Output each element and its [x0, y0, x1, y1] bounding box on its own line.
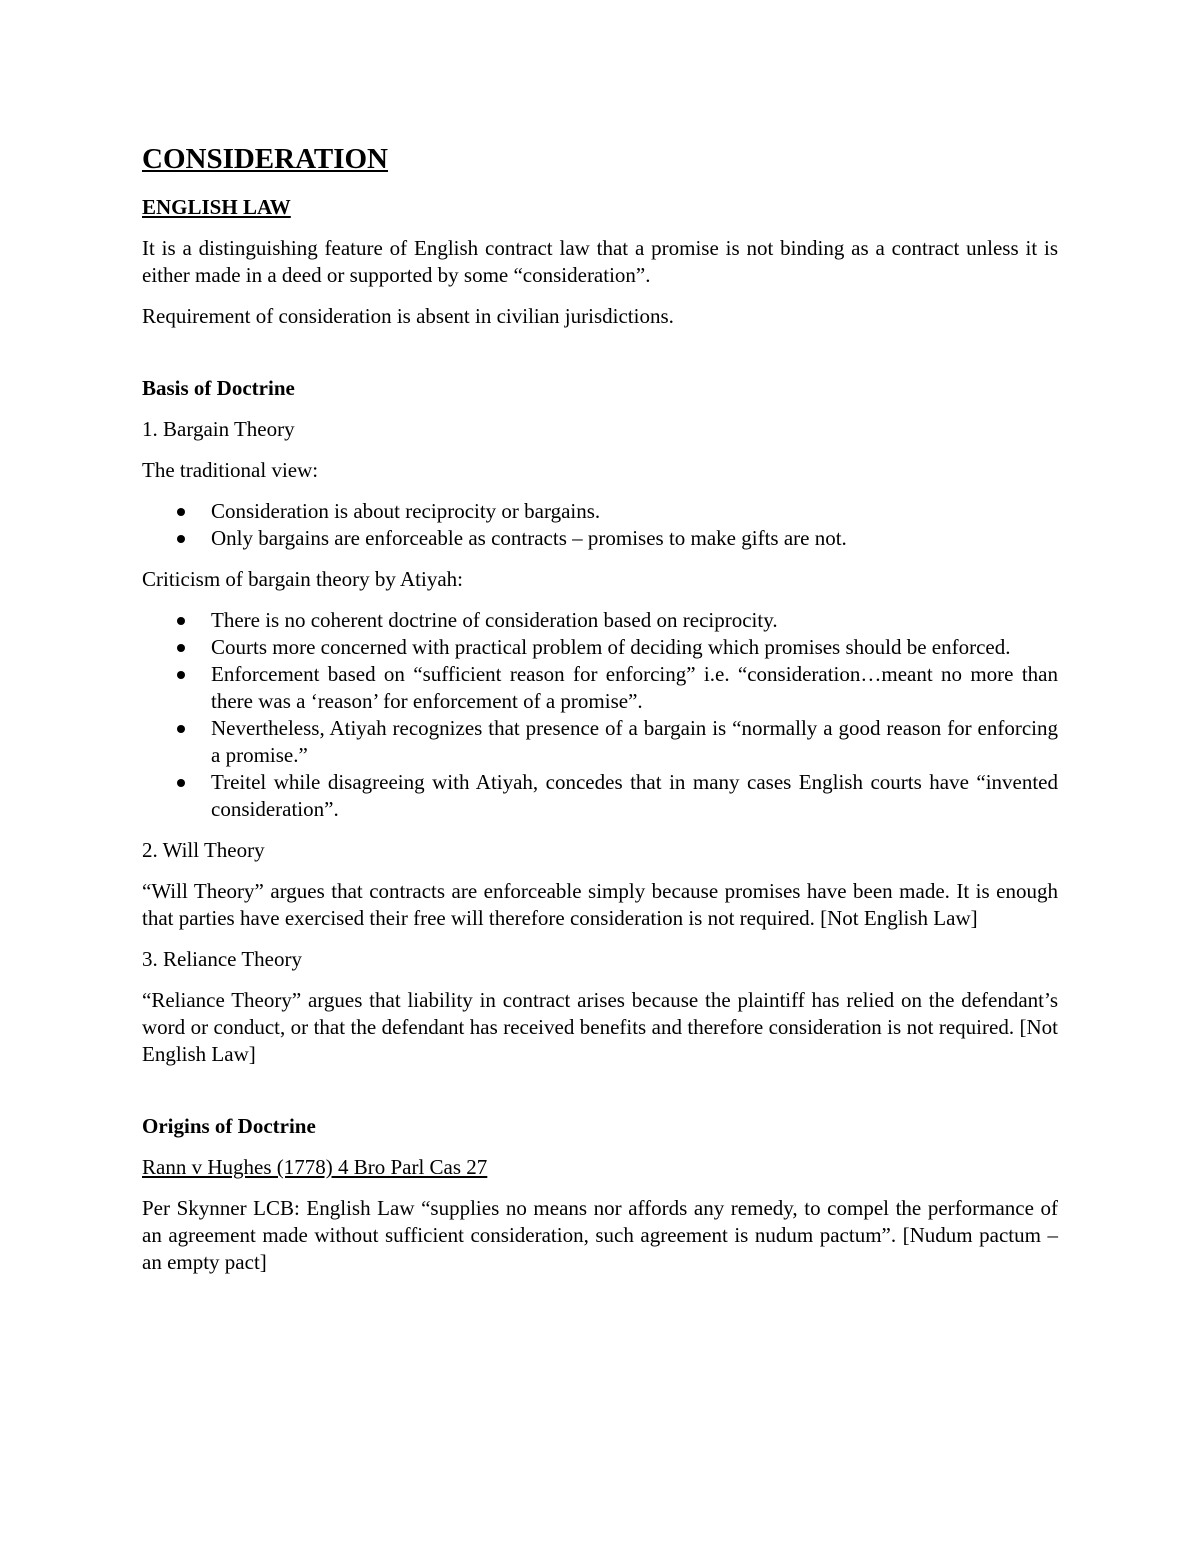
list-item-text: There is no coherent doctrine of consideration based on reciprocity. — [211, 608, 778, 632]
section-subheading-english-law: ENGLISH LAW — [142, 195, 291, 219]
document-title: CONSIDERATION — [142, 143, 389, 175]
bullet-icon — [177, 508, 185, 516]
list-item — [142, 525, 1058, 552]
list-item-text: Enforcement based on “sufficient reason for enforcing” i.e. “consideration…meant no more than there was a ‘reason’ for enforcement of a promise”. — [211, 662, 1058, 713]
bargain-theory-label: 1. Bargain Theory — [142, 417, 295, 441]
basis-of-doctrine-heading: Basis of Doctrine — [142, 376, 295, 400]
list-item-text: Consideration is about reciprocity or bargains. — [211, 499, 601, 523]
civilian-jurisdictions-paragraph: Requirement of consideration is absent in civilian jurisdictions. — [142, 304, 674, 328]
list-item-text: Only bargains are enforceable as contracts – promises to make gifts are not. — [211, 526, 847, 550]
list-item — [142, 715, 1058, 769]
document-page — [142, 140, 1058, 1290]
bullet-icon — [177, 617, 185, 625]
list-item — [142, 769, 1058, 823]
list-item-text: Nevertheless, Atiyah recognizes that presence of a bargain is “normally a good reason for enforcing a promise.” — [211, 716, 1058, 767]
reliance-theory-label: 3. Reliance Theory — [142, 947, 302, 971]
list-item-text: Courts more concerned with practical problem of deciding which promises should be enforced. — [211, 635, 1011, 659]
list-item-text: Treitel while disagreeing with Atiyah, concedes that in many cases English courts have “invented consideration”. — [211, 770, 1058, 821]
bullet-icon — [177, 779, 185, 787]
will-theory-label: 2. Will Theory — [142, 838, 265, 862]
origins-paragraph: Per Skynner LCB: English Law “supplies no means nor affords any remedy, to compel the performance of an agreement made without sufficient consideration, such agreement is nudum pactum”. [Nudum pactum – an empty pact] — [142, 1196, 1058, 1274]
list-item — [142, 634, 1058, 661]
list-item — [142, 661, 1058, 715]
case-citation: Rann v Hughes (1778) 4 Bro Parl Cas 27 — [142, 1155, 488, 1179]
intro-paragraph: It is a distinguishing feature of English contract law that a promise is not binding as a contract unless it is either made in a deed or supported by some “consideration”. — [142, 236, 1058, 287]
bullet-icon — [177, 644, 185, 652]
bullet-icon — [177, 725, 185, 733]
criticism-list — [142, 607, 1058, 823]
will-theory-paragraph: “Will Theory” argues that contracts are enforceable simply because promises have been made. It is enough that parties have exercised their free will therefore consideration is not required. [Not English Law] — [142, 879, 1058, 930]
bullet-icon — [177, 671, 185, 679]
list-item — [142, 607, 1058, 634]
traditional-view-list — [142, 498, 1058, 552]
bullet-icon — [177, 535, 185, 543]
origins-of-doctrine-heading: Origins of Doctrine — [142, 1114, 316, 1138]
reliance-theory-paragraph: “Reliance Theory” argues that liability in contract arises because the plaintiff has relied on the defendant’s word or conduct, or that the defendant has received benefits and therefore consideration is not required. [Not English Law] — [142, 988, 1058, 1066]
list-item — [142, 498, 1058, 525]
criticism-lead: Criticism of bargain theory by Atiyah: — [142, 567, 463, 591]
traditional-view-lead: The traditional view: — [142, 458, 319, 482]
